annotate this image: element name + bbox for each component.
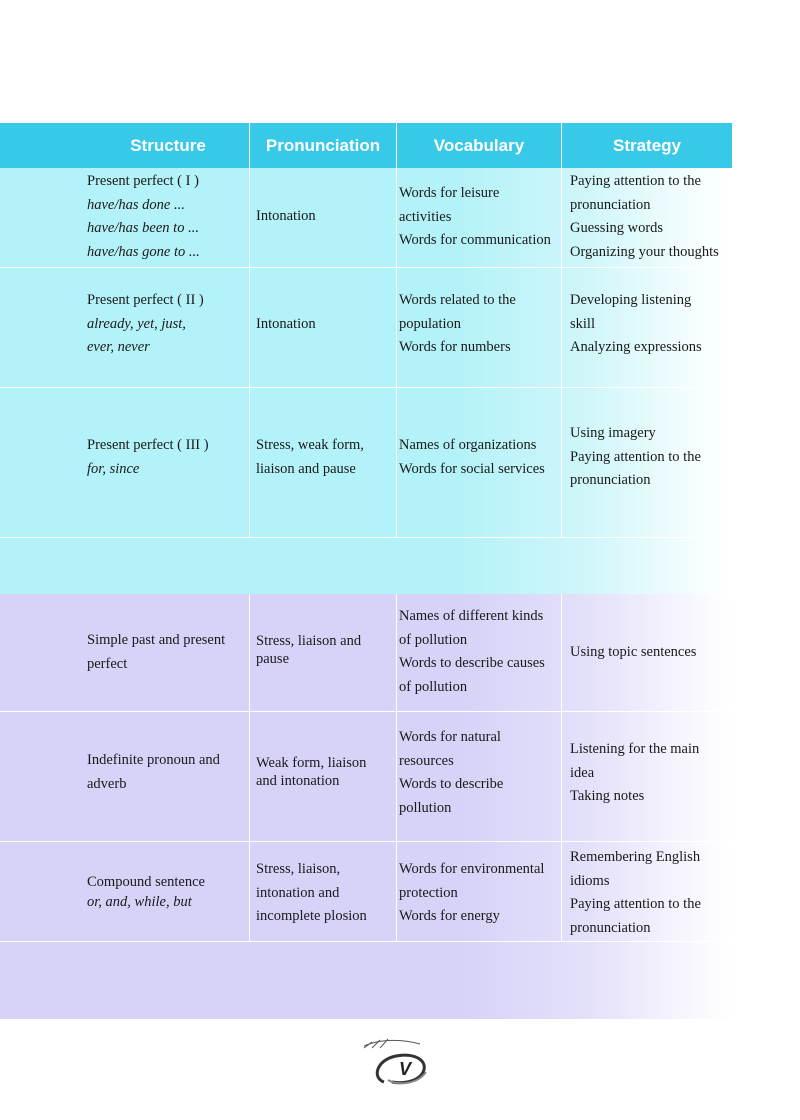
row-divider bbox=[0, 711, 732, 712]
table-row-4-vocabulary: Names of different kinds of pollution Words to describe causes of pollution bbox=[399, 608, 545, 695]
row-divider bbox=[0, 841, 732, 842]
table-row-5-pronunciation: Weak form, liaison and intonation bbox=[256, 755, 367, 789]
page-number-mark bbox=[358, 1036, 438, 1088]
table-row-4-structure: Simple past and present perfect bbox=[87, 632, 226, 672]
column-divider bbox=[249, 123, 250, 537]
row-divider bbox=[0, 941, 732, 942]
table-row-2-structure: Present perfect ( II ) already, yet, just, ever, never bbox=[87, 292, 204, 355]
header-structure: Structure bbox=[130, 136, 206, 155]
table-row-5-vocabulary: Words for natural resources Words to describe pollution bbox=[399, 729, 504, 816]
header-vocabulary: Vocabulary bbox=[433, 136, 525, 155]
table-row-3-vocabulary: Names of organizations Words for social services bbox=[399, 437, 545, 477]
swoosh-icon bbox=[358, 1036, 438, 1088]
row-divider bbox=[0, 267, 732, 268]
column-divider bbox=[396, 123, 397, 537]
table-row-3-strategy: Using imagery Paying attention to the pronunciation bbox=[570, 425, 701, 488]
page-number: V bbox=[398, 1059, 412, 1079]
column-divider bbox=[249, 594, 250, 941]
row-divider bbox=[0, 387, 732, 388]
row-divider bbox=[0, 537, 732, 538]
table-row-1-strategy: Paying attention to the pronunciation Guessing words Organizing your thoughts bbox=[570, 173, 719, 260]
table-row-1-pronunciation: Intonation bbox=[256, 208, 316, 224]
table-row-5-strategy: Listening for the main idea Taking notes bbox=[570, 741, 700, 804]
table-row-3-structure: Present perfect ( III ) for, since bbox=[87, 437, 209, 477]
table-row-1-structure: Present perfect ( I ) have/has done ... have/has been to ... have/has gone to ... bbox=[87, 173, 200, 260]
table-row-3-pronunciation: Stress, weak form, liaison and pause bbox=[256, 437, 364, 477]
table-row-2-strategy: Developing listening skill Analyzing expressions bbox=[570, 292, 702, 355]
table-header bbox=[0, 123, 732, 168]
table-row-1-vocabulary: Words for leisure activities Words for communication bbox=[399, 185, 551, 248]
table-row-5-structure: Indefinite pronoun and adverb bbox=[87, 752, 220, 792]
table-row-6-vocabulary: Words for environmental protection Words for energy bbox=[399, 861, 545, 924]
column-divider bbox=[561, 594, 562, 941]
table-row-4-strategy: Using topic sentences bbox=[570, 644, 697, 660]
table-row-6-pronunciation: Stress, liaison, intonation and incomplete plosion bbox=[256, 861, 367, 924]
header-pronunciation: Pronunciation bbox=[265, 136, 381, 155]
column-divider bbox=[396, 594, 397, 941]
column-divider bbox=[561, 123, 562, 537]
table-row-2-pronunciation: Intonation bbox=[256, 316, 316, 332]
table-row-4-pronunciation: Stress, liaison and pause bbox=[256, 633, 362, 667]
header-strategy: Strategy bbox=[612, 136, 682, 155]
table-row-6-strategy: Remembering English idioms Paying attention to the pronunciation bbox=[570, 849, 701, 936]
table-row-2-vocabulary: Words related to the population Words for numbers bbox=[399, 292, 516, 355]
table-row-6-structure: Compound sentence or, and, while, but bbox=[87, 874, 205, 910]
syllabus-table bbox=[0, 123, 732, 1019]
